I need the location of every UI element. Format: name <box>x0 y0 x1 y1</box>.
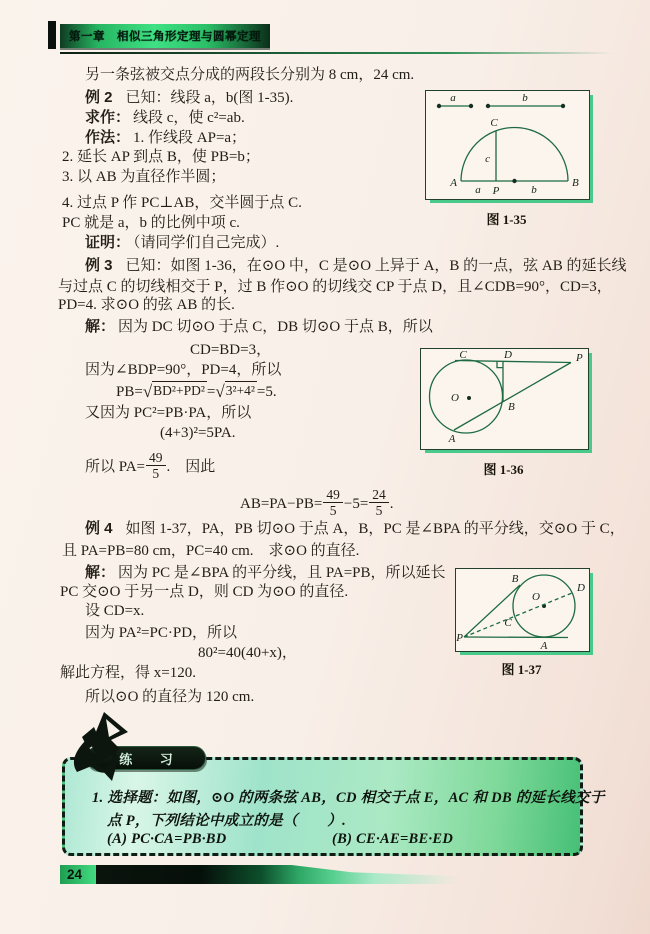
chapter-tab-mark <box>48 21 56 49</box>
radicand: 3²+4² <box>225 383 255 398</box>
formula-part: =5. <box>256 384 277 400</box>
exercise-question-line1: 1. 选择题：如图，⊙O 的两条弦 AB，CD 相交于点 E，AC 和 DB 的延长线交于 <box>92 790 605 806</box>
example-label: 例 3 <box>85 257 113 274</box>
formula-part: . 因此 <box>166 459 216 476</box>
body-line: 因为∠BDP=90°，PD=4，所以 <box>85 362 282 378</box>
example-label: 例 2 <box>85 89 113 106</box>
fig137-label-P: P <box>456 632 463 644</box>
paragraph-label: 解： <box>85 318 116 335</box>
footer-bar <box>96 865 472 884</box>
radicand: BD²+PD² <box>153 383 205 398</box>
fig135-label-C: C <box>490 117 498 129</box>
fig136-label-P: P <box>576 352 583 364</box>
body-text: 已知：如图 1-36，在⊙O 中，C 是⊙O 上异于 A，B 的一点，弦 AB 的延长线 <box>125 258 627 274</box>
figure-1-35 <box>425 90 590 200</box>
figure-1-37-caption: 图 1-37 <box>501 662 542 677</box>
body-text: 因为 PC 是∠BPA 的平分线，且 PA=PB，所以延长 <box>118 565 446 581</box>
body-line: 2. 延长 AP 到点 B，使 PB=b； <box>62 149 260 165</box>
body-line: 4. 过点 P 作 PC⊥AB，交半圆于点 C. <box>62 195 302 211</box>
body-line <box>85 563 446 583</box>
fig137-label-B: B <box>511 573 519 585</box>
formula-part: = <box>206 384 216 400</box>
figure-1-36-caption: 图 1-36 <box>483 462 524 477</box>
body-line <box>85 108 245 128</box>
paragraph-label: 作法： <box>85 129 131 146</box>
denominator: 5 <box>146 465 166 482</box>
body-line: 解此方程，得 x=120. <box>60 665 196 681</box>
fig135-label-c: c <box>485 153 490 165</box>
fig137-label-A: A <box>540 640 548 651</box>
body-text: 已知：线段 a，b(图 1-35). <box>125 90 294 106</box>
practice-logo-icon <box>64 711 142 783</box>
fraction <box>146 451 166 482</box>
paragraph-label: 解： <box>85 564 116 581</box>
radical-sign: √ <box>215 382 225 401</box>
numerator: 24 <box>372 487 386 502</box>
figure-1-37 <box>455 568 590 652</box>
fig136-label-B: B <box>508 401 515 413</box>
fig137-label-C: C <box>504 617 512 629</box>
formula-line: CD=BD=3， <box>190 342 272 358</box>
denominator: 5 <box>323 502 343 519</box>
numerator: 49 <box>149 450 163 465</box>
page-number: 24 <box>60 865 96 884</box>
body-line <box>85 88 293 108</box>
fig135-label-P: P <box>492 185 500 197</box>
body-text: 1. 作线段 AP=a； <box>133 130 247 146</box>
body-text: 如图 1-37，PA，PB 切⊙O 于点 A，B，PC 是∠BPA 的平分线，交⊙O 于 C， <box>125 521 625 537</box>
paragraph-label: 求作： <box>85 109 131 126</box>
formula-line <box>116 381 277 402</box>
exercise-option-b: (B) CE·AE=BE·ED <box>332 831 454 847</box>
formula-line: 80²=40(40+x)， <box>198 645 297 661</box>
fig135-label-a: a <box>475 184 481 196</box>
chapter-header: 第一章 相似三角形定理与圆幂定理 <box>60 24 270 48</box>
figure-1-37-drawing <box>456 569 589 651</box>
formula-line <box>85 451 215 482</box>
exercise-question-line2: 点 P，下列结论中成立的是（ ）. <box>107 813 347 829</box>
body-line: PD=4. 求⊙O 的弦 AB 的长. <box>58 297 235 313</box>
fig137-label-O: O <box>532 591 540 603</box>
fraction <box>323 488 343 519</box>
fig137-label-D: D <box>577 582 585 594</box>
example-label: 例 4 <box>85 520 113 537</box>
figure-1-35-caption: 图 1-35 <box>486 212 527 227</box>
body-line <box>85 233 279 253</box>
figure-1-36-drawing <box>421 349 588 449</box>
fig136-label-O: O <box>451 392 459 404</box>
body-line: 3. 以 AB 为直径作半圆； <box>62 169 226 185</box>
body-line <box>85 317 433 337</box>
fig135-label-A: A <box>450 177 457 189</box>
practice-badge: 练 习 <box>86 746 206 770</box>
formula-part: PB= <box>116 384 143 400</box>
body-line: 又因为 PC²=PB·PA，所以 <box>85 405 252 421</box>
denominator: 5 <box>369 502 389 519</box>
fig135-label-seg-b: b <box>522 92 528 104</box>
fraction <box>369 488 389 519</box>
fig136-label-A: A <box>448 433 456 445</box>
figure-1-36 <box>420 348 589 450</box>
exercise-option-a: (A) PC·CA=PB·BD <box>107 831 227 847</box>
body-text: 线段 c，使 c²=ab. <box>133 110 245 126</box>
sqrt-expression <box>143 381 207 402</box>
header-rule <box>60 52 612 54</box>
fig135-label-seg-a: a <box>450 92 456 104</box>
fig136-label-D: D <box>504 349 512 361</box>
formula-line <box>240 488 394 519</box>
formula-part: . <box>389 496 394 513</box>
body-line <box>85 128 246 148</box>
fig135-label-B: B <box>572 177 579 189</box>
body-line: 另一条弦被交点分成的两段长分别为 8 cm，24 cm. <box>85 67 415 83</box>
body-line <box>85 256 627 276</box>
body-line: PC 交⊙O 于另一点 D，则 CD 为⊙O 的直径. <box>60 584 349 600</box>
body-line: 因为 PA²=PC·PD，所以 <box>85 625 238 641</box>
body-line: PC 就是 a，b 的比例中项 c. <box>62 215 240 231</box>
formula-part: 所以 PA= <box>85 459 146 476</box>
numerator: 49 <box>326 487 340 502</box>
formula-line: (4+3)²=5PA. <box>160 425 236 441</box>
body-line: 且 PA=PB=80 cm，PC=40 cm. 求⊙O 的直径. <box>62 543 360 559</box>
fig136-label-C: C <box>459 349 467 361</box>
sqrt-expression <box>215 381 257 402</box>
formula-part: AB=PA−PB= <box>240 496 323 513</box>
figure-1-35-drawing <box>426 91 589 199</box>
body-line: 所以⊙O 的直径为 120 cm. <box>85 689 255 705</box>
body-text: （请同学们自己完成）. <box>133 235 280 251</box>
paragraph-label: 证明： <box>85 234 131 251</box>
radical-sign: √ <box>142 382 153 401</box>
fig135-label-b: b <box>531 184 537 196</box>
formula-part: −5= <box>343 496 369 513</box>
body-line: 设 CD=x. <box>85 603 145 619</box>
body-line <box>85 519 625 539</box>
body-text: 因为 DC 切⊙O 于点 C，DB 切⊙O 于点 B，所以 <box>118 319 433 335</box>
body-line: 与过点 C 的切线相交于 P，过 B 作⊙O 的切线交 CP 于点 D，且∠CDB=90°，CD=3， <box>58 279 612 295</box>
